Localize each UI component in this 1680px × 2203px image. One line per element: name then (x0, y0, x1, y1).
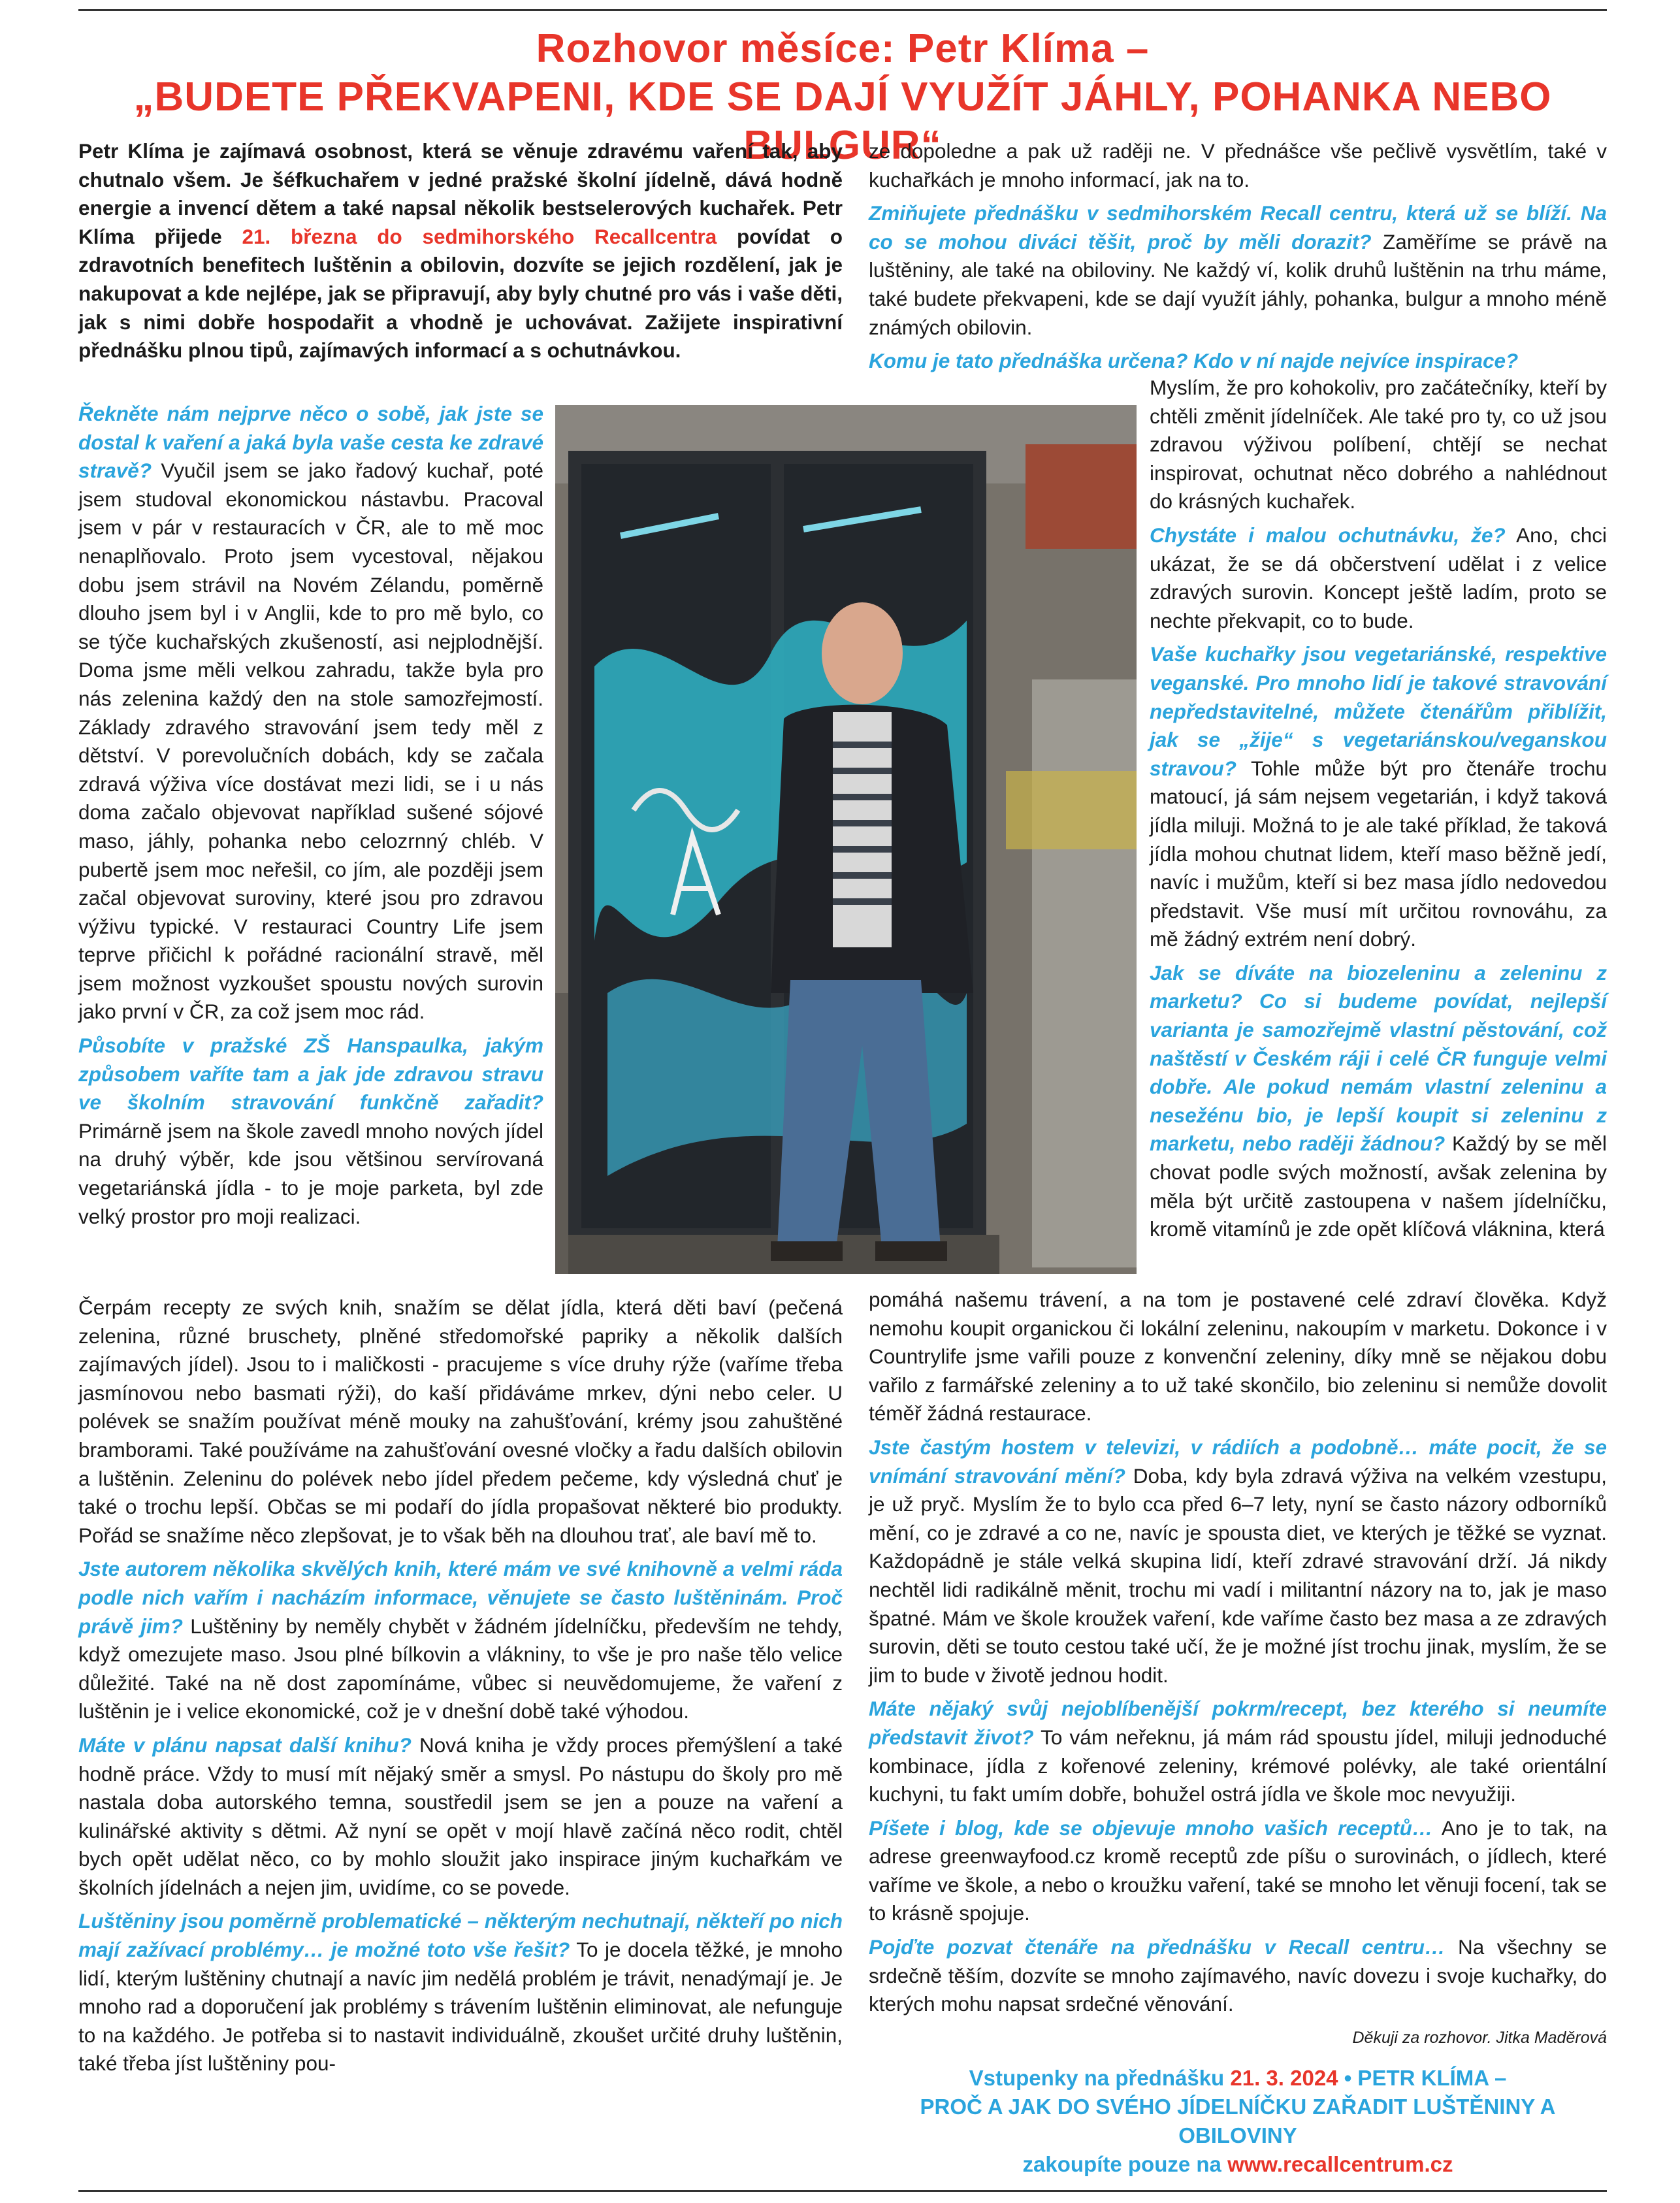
qa-8 (1150, 521, 1607, 635)
bottom-rule (78, 2190, 1607, 2192)
answer-3: Luštěniny by neměly chybět v žádném jídelníčku, především ne tehdy, když omezujete maso. Jsou plné bílkovin a vlákniny, to vše je pro naše tělo velice důležité. Také na ně dost zapomínáme, vůbec si neuvědomujeme, že vaření z luštěnin je i velice ekonomické, což je v dnešní době také výhodou. (78, 1614, 843, 1723)
right-column-lower (869, 1286, 1607, 2179)
ticket-line-1-a: Vstupenky na přednášku (969, 2066, 1231, 2091)
right-column-narrow (1150, 374, 1607, 1244)
left-column-top (78, 137, 843, 370)
answer-12: To vám neřeknu, já mám rád spoustu jídel, miluji jednoduché kombinace, jídla z kořenové zeleniny, krémové polévky, ale také orientální kuchyni, tu fakt umím dobře, bohužel ostrá jídla ve škole moc nevyužiji. (869, 1725, 1607, 1806)
answer-10-cont: pomáhá našemu trávení, a na tom je postavené celé zdraví člověka. Když nemohu koupit organickou či lokální zeleninu, nakoupím v marketu. Dokonce i v Countrylife jsme vařili pouze z konvenční zeleniny, díky mně se nějakou dobu vařilo z farmářské zeleniny a to už také skončilo, bio zeleninu si nemůže dovolit téměř žádná restaurace. (869, 1288, 1607, 1426)
question-2: Působíte v pražské ZŠ Hanspaulka, jakým způsobem vaříte tam a jak jde zdravou stravu ve školním stravování funkčně zařadit? (78, 1034, 543, 1115)
answer-1: Vyučil jsem se jako řadový kuchař, poté jsem studoval ekonomickou nástavbu. Pracoval jsem v pár v restauracích v ČR, ale to mě moc nenaplňovalo. Proto jsem vycestoval, nějakou dobu jsem strávil na Novém Zélandu, poměrně dlouho jsem byl i v Anglii, kde to pro mě bylo, co se týče kuchařských zkušeností, asi nejplodnější. Doma jsme měli velkou zahradu, takže byla pro nás zelenina každý den na stole samozřejmostí. Základy zdravého stravování jsem tedy měl z dětství. V porevolučních dobách, kdy se začala zdravá výživa více dostávat mezi lidi, se i u nás doma začalo objevovat například sušené sójové maso, jáhly, pohanka nebo celozrnný chléb. V pubertě jsem moc neřešil, co jím, ale později jsem začal objevovat suroviny, které jsou pro zdravou výživu typické. V restauraci Country Life jsem teprve přičichl k pořádné racionální stravě, měl jsem možnost vyzkoušet spoustu nových surovin jako první v ČR, za což jsem moc rád. (78, 459, 543, 1024)
q-7-line (869, 347, 1607, 376)
qa-6 (869, 199, 1607, 342)
portrait-image (555, 405, 1137, 1274)
question-10: Jak se díváte na biozeleninu a zeleninu z marketu? Co si budeme povídat, nejlepší varianta je samozřejmě vlastní pěstování, což naštěstí v Českém ráji i celé ČR funguje velmi dobře. Ale pokud nemám vlastní zeleninu a nesežénu bio, je lepší koupit si zeleninu z marketu, nebo raději žádnou? (1150, 960, 1607, 1156)
left-column-narrow (78, 400, 543, 1231)
answer-5-cont: ze dopoledne a pak už raději ne. V přednášce vše pečlivě vysvětlím, také v kuchařkách je mnoho informací, jak na to. (869, 139, 1607, 191)
ticket-line-3-a: zakoupíte pouze na (1022, 2152, 1228, 2177)
ticket-link[interactable]: www.recallcentrum.cz (1227, 2152, 1453, 2177)
intro-date: 21. března do sedmihorského Recallcentra (242, 224, 717, 248)
answer-8: Ano, chci ukázat, že se dá občerstvení udělat i z velice zdravých surovin. Koncept ještě ladím, proto se nechte překvapit, co to bude. (1150, 523, 1607, 632)
interviewer-credit: Děkuji za rozhovor. Jitka Maděrová (1352, 2028, 1607, 2047)
answer-4: Nová kniha je vždy proces přemýšlení a také hodně práce. Vždy to musí mít nějaký směr a smysl. Po nástupu do školy pro mě nastala doba autorského temna, soustředil jsem se jen a pouze na vaření a kulinářské aktivity s dětmi. Až nyní se opět v mojí hlavě začíná něco rodit, chtěl bych opět udělat něco, co by mohlo sloužit jako inspirace jiným kuchařkám ve školních jídelnách a nejen jim, uvidíme, co se povede. (78, 1733, 843, 1899)
question-7: Komu je tato přednáška určena? Kdo v ní najde nejvíce inspirace? (869, 349, 1519, 373)
ticket-line-2: PROČ A JAK DO SVÉHO JÍDELNÍČKU ZAŘADIT LUŠTĚNINY A OBILOVINY (920, 2095, 1556, 2148)
question-11: Jste častým hostem v televizi, v rádiích a podobně… máte pocit, že se vnímání stravování mění? (869, 1435, 1607, 1488)
intro-text-a: Petr Klíma je zajímavá osobnost, která se věnuje zdravému vaření tak, aby chutnalo všem. Je šéfkuchařem v jedné pražské školní jídelně, dává hodně energie a invencí dětem a také napsal několik bestselerových kuchařek. Petr Klíma přijede (78, 139, 843, 248)
ticket-line-1-c: • PETR KLÍMA – (1338, 2066, 1507, 2091)
answer-2-a: Primárně jsem na škole zavedl mnoho nových jídel na druhý výběr, kde jsou většinou servírovaná vegetariánská jídla - to je moje parketa, byl zde velký prostor pro moji realizaci. (78, 1118, 543, 1228)
answer-6: Zaměříme se právě na luštěniny, ale také na obiloviny. Ne každý ví, kolik druhů luštěnin na trhu máme, také budete překvapeni, kde se dají využít jáhly, pohanka, bulgur a mnoho méně známých obilovin. (869, 229, 1607, 339)
left-column-lower (78, 1294, 843, 2083)
qa-13 (869, 1814, 1607, 1928)
ticket-date: 21. 3. 2024 (1230, 2066, 1338, 2091)
qa-14 (869, 1933, 1607, 2019)
qa-2 (78, 1032, 543, 1231)
answer-7: Myslím, že pro kohokoliv, pro začátečníky, kteří by chtěli změnit jídelníček. Ale také pro ty, co už jsou zdravou výživou políbení, chtějí se nechat inspirovat, ochutnat něco dobrého a nahlédnout do krásných kuchařek. (1150, 376, 1607, 514)
question-4: Máte v plánu napsat další knihu? (78, 1733, 412, 1757)
question-9: Vaše kuchařky jsou vegetariánské, respektive veganské. Pro mnoho lidí je takové stravování nepředstavitelné, můžete čtenářům přiblížit, jak se „žije“ s vegetariánskou/veganskou stravou? (1150, 642, 1607, 780)
qa-5 (78, 1907, 843, 2078)
question-12: Máte nějaký svůj nejoblíbenější pokrm/recept, bez kterého si neumíte představit život? (869, 1697, 1607, 1749)
ticket-line-1 (869, 2064, 1607, 2093)
ticket-info (869, 2064, 1607, 2179)
question-14: Pojďte pozvat čtenáře na přednášku v Recall centru… (869, 1935, 1446, 1959)
qa-11 (869, 1433, 1607, 1689)
answer-14: Na všechny se srdečně těším, dozvíte se mnoho zajímavého, navíc dovezu i svoje kuchařky, do kterých mohu napsat srdečné věnování. (869, 1935, 1607, 2016)
ticket-line-3 (869, 2150, 1607, 2179)
title-line-1: Rozhovor měsíce: Petr Klíma – (536, 26, 1150, 71)
qa-1 (78, 400, 543, 1026)
answer-9: Tohle může být pro čtenáře trochu matoucí, já sám nejsem vegetarián, i když taková jídla miluji. Možná to je ale také příklad, že taková jídla mohou chutnat lidem, kteří maso běžně jedí, navíc i mužům, kteří si bez masa jídlo nedovedou představit. Vše musí mít určitou rovnováhu, za mě žádný extrém není dobrý. (1150, 756, 1607, 951)
portrait-photo (555, 405, 1137, 1274)
qa-9 (1150, 640, 1607, 954)
answer-2-cont: Čerpám recepty ze svých knih, snažím se dělat jídla, která děti baví (pečená zelenina, různé bruschety, plněné středomořské papriky a několik dalších zajímavých jídel). Jsou to i maličkosti - pracujeme s více druhy rýže (vaříme třeba jasmínovou nebo basmati rýži), do kaší přidáváme mrkev, dýni nebo celer. U polévek se snažím používat méně mouky na zahušťování, krémy jsou zahuštěné bramborami. Také používáme na zahušťování ovesné vločky a řadu dalších obilovin a luštěnin. Zeleninu do polévek nebo jídel předem pečeme, kdy výsledná chuť je také o trochu lepší. Občas se mi podaří do jídla propašovat některé bio produkty. Pořád se snažíme něco zlepšovat, je to však běh na dlouhou trať, ale baví mě to. (78, 1296, 843, 1547)
right-column-top (869, 137, 1607, 376)
answer-13: Ano je to tak, na adrese greenwayfood.cz kromě receptů zde píšu o surovinách, o jídlech, které vaříme ve škole, a nebo o kroužku vaření, také se mnoho let věnuji focení, tak se to krásně spojuje. (869, 1816, 1607, 1925)
intro-text-b: povídat o zdravotních benefitech luštěnin a obilovin, dozvíte se jejich rozdělení, jak je nakupovat a kde nejlépe, jak se připravují, aby byly chutné pro vás i vaše děti, jak s nimi dobře hospodařit a vhodně je uchovávat. Zažijete inspirativní přednášku plnou tipů, zajímavých informací a s ochutnávkou. (78, 224, 843, 363)
question-13: Píšete i blog, kde se objevuje mnoho vašich receptů… (869, 1816, 1433, 1840)
intro-paragraph (78, 137, 843, 365)
question-5: Luštěniny jsou poměrně problematické – některým nechutnají, někteří po nich mají zažívací problémy… je možné toto vše řešit? (78, 1909, 843, 1962)
top-rule (78, 9, 1607, 11)
qa-12 (869, 1695, 1607, 1808)
question-6: Zmiňujete přednášku v sedmihorském Recall centru, která už se blíží. Na co se mohou diváci těšit, proč by měli dorazit? (869, 201, 1607, 253)
qa-3 (78, 1555, 843, 1726)
question-8: Chystáte i malou ochutnávku, že? (1150, 523, 1506, 547)
question-3: Jste autorem několika skvělých knih, které mám ve své knihovně a velmi ráda podle nich vařím i nacházím informace, věnujete se často luštěninám. Proč právě jim? (78, 1557, 843, 1638)
qa-10 (1150, 959, 1607, 1244)
answer-11: Doba, kdy byla zdravá výživa na velkém vzestupu, je už pryč. Myslím že to bylo cca před 6–7 lety, nyní se často názory odborníků mění, co je zdravé a co ne, navíc je spousta diet, ve kterých je těžké se vyznat. Každopádně je stále velká skupina lidí, kteří zdravé stravování drží. Já nikdy nechtěl lidi radikálně měnit, trochu mi vadí i militantní názory na to, jak je maso špatné. Mám ve škole kroužek vaření, kde vaříme často bez masa a ze zdravých surovin, děti se touto cestou také učí, že je možné jíst trochu jinak, myslím, že se jim to bude v životě jednou hodit. (869, 1463, 1607, 1687)
title-line-2: „BUDETE PŘEKVAPENI, KDE SE DAJÍ VYUŽÍT JÁHLY, POHANKA NEBO BULGUR“ (133, 74, 1552, 168)
qa-4 (78, 1731, 843, 1902)
question-1: Řekněte nám nejprve něco o sobě, jak jste se dostal k vaření a jaká byla vaše cesta ke zdravé stravě? (78, 402, 543, 483)
answer-10-a: Každý by se měl chovat podle svých možností, avšak zelenina by měla být určitě zastoupena v našem jídelníčku, kromě vitamínů je zde opět klíčová vláknina, která (1150, 1132, 1607, 1241)
answer-5: To je docela těžké, je mnoho lidí, kterým luštěniny chutnají a navíc jim nedělá problém je trávit, nenadýmají je. Je mnoho rad a doporučení jak problémy s trávením luštěnin eliminovat, ale nefunguje to na každého. Je potřeba si to nastavit individuálně, zkoušet určité druhy luštěnin, také třeba jíst luštěniny pou- (78, 1938, 843, 2076)
